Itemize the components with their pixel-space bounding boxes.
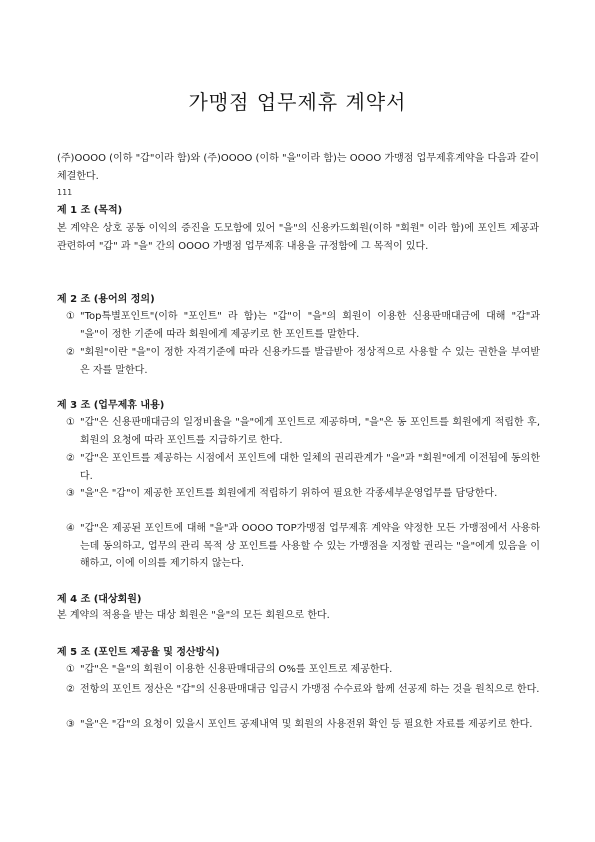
article-2-item-1: [66, 308, 540, 343]
item-number: ②: [66, 684, 75, 695]
article-5-item-3: [66, 716, 540, 734]
item-number: ②: [66, 453, 75, 464]
article-1-heading: 제 1 조 (목적): [57, 205, 123, 216]
article-5-heading: 제 5 조 (포인트 제공율 및 정산방식): [57, 647, 220, 658]
item-number: ①: [66, 311, 75, 322]
item-number: ①: [66, 664, 75, 675]
item-number: ③: [66, 488, 75, 499]
item-number: ④: [66, 523, 75, 534]
article-4-heading: 제 4 조 (대상회원): [57, 594, 142, 605]
item-text: "갑"은 제공된 포인트에 대해 "을"과 OOOO TOP가맹점 업무제휴 계약을 약정한 모든 가맹점에서 사용하는데 동의하고, 업무의 관리 목적 상 포인트를 사용할 수 있는 가맹점을 지정할 권리는 "을"에게 있음을 이해하고, 이에 이의를 제기하지 않는다.: [80, 523, 540, 569]
article-5-item-2: [66, 681, 540, 699]
item-text: "을"은 "갑"의 요청이 있을시 포인트 공제내역 및 회원의 사용전위 확인 등 필요한 자료를 제공키로 한다.: [80, 719, 533, 730]
article-3-item-1: [66, 414, 540, 449]
item-text: "갑"은 "을"의 회원이 이용한 신용판매대금의 O%를 포인트로 제공한다.: [80, 664, 393, 675]
item-number: ②: [66, 347, 75, 358]
item-text: 전항의 포인트 정산은 "갑"의 신용판매대금 입금시 가맹점 수수료와 함께 선공제 하는 것을 원칙으로 한다.: [80, 684, 540, 695]
small-mark: 111: [57, 188, 73, 197]
item-text: "회원"이란 "을"이 정한 자격기준에 따라 신용카드를 발급받아 정상적으로 사용할 수 있는 권한을 부여받은 자를 말한다.: [80, 347, 540, 376]
item-text: "Top특별포인트"(이하 "포인트" 라 함)는 "갑"이 "을"의 회원이 이용한 신용판매대금에 대해 "갑"과 "을"이 정한 기준에 따라 회원에게 제공키로 한 포인트를 말한다.: [80, 311, 540, 340]
document-title: 가맹점 업무제휴 계약서: [188, 90, 407, 114]
article-1-body: 본 계약은 상호 공동 이익의 증진을 도모함에 있어 "을"의 신용카드회원(이하 "회원" 이라 함)에 포인트 제공과 관련하여 "갑" 과 "을" 간의 OOOO 가맹점 업무제휴 내용을 규정함에 그 목적이 있다.: [57, 223, 539, 252]
article-2-item-2: [66, 344, 540, 379]
article-4-body: 본 계약의 적용을 받는 대상 회원은 "을"의 모든 회원으로 한다.: [57, 610, 330, 621]
article-3-heading: 제 3 조 (업무제휴 내용): [57, 400, 165, 411]
article-5-item-1: [66, 661, 540, 679]
article-3-item-3: [66, 485, 540, 503]
item-text: "갑"은 신용판매대금의 일정비율을 "을"에게 포인트로 제공하며, "을"은 동 포인트를 회원에게 적립한 후, 회원의 요청에 따라 포인트를 지급하기로 한다.: [80, 417, 540, 446]
item-text: "을"은 "갑"이 제공한 포인트를 회원에게 적립하기 위하여 필요한 각종세부운영업무를 담당한다.: [80, 488, 498, 499]
article-2-heading: 제 2 조 (용어의 정의): [57, 294, 155, 305]
article-3-item-2: [66, 450, 540, 485]
item-text: "갑"은 포인트를 제공하는 시점에서 포인트에 대한 일체의 권리관계가 "을"과 "회원"에게 이전됨에 동의한다.: [80, 453, 540, 482]
article-3-item-4: [66, 520, 540, 573]
item-number: ③: [66, 719, 75, 730]
intro-paragraph: (주)OOOO (이하 "갑"이라 함)와 (주)OOOO (이하 "을"이라 함)는 OOOO 가맹점 업무제휴계약을 다음과 같이 체결한다.: [57, 153, 539, 182]
item-number: ①: [66, 417, 75, 428]
